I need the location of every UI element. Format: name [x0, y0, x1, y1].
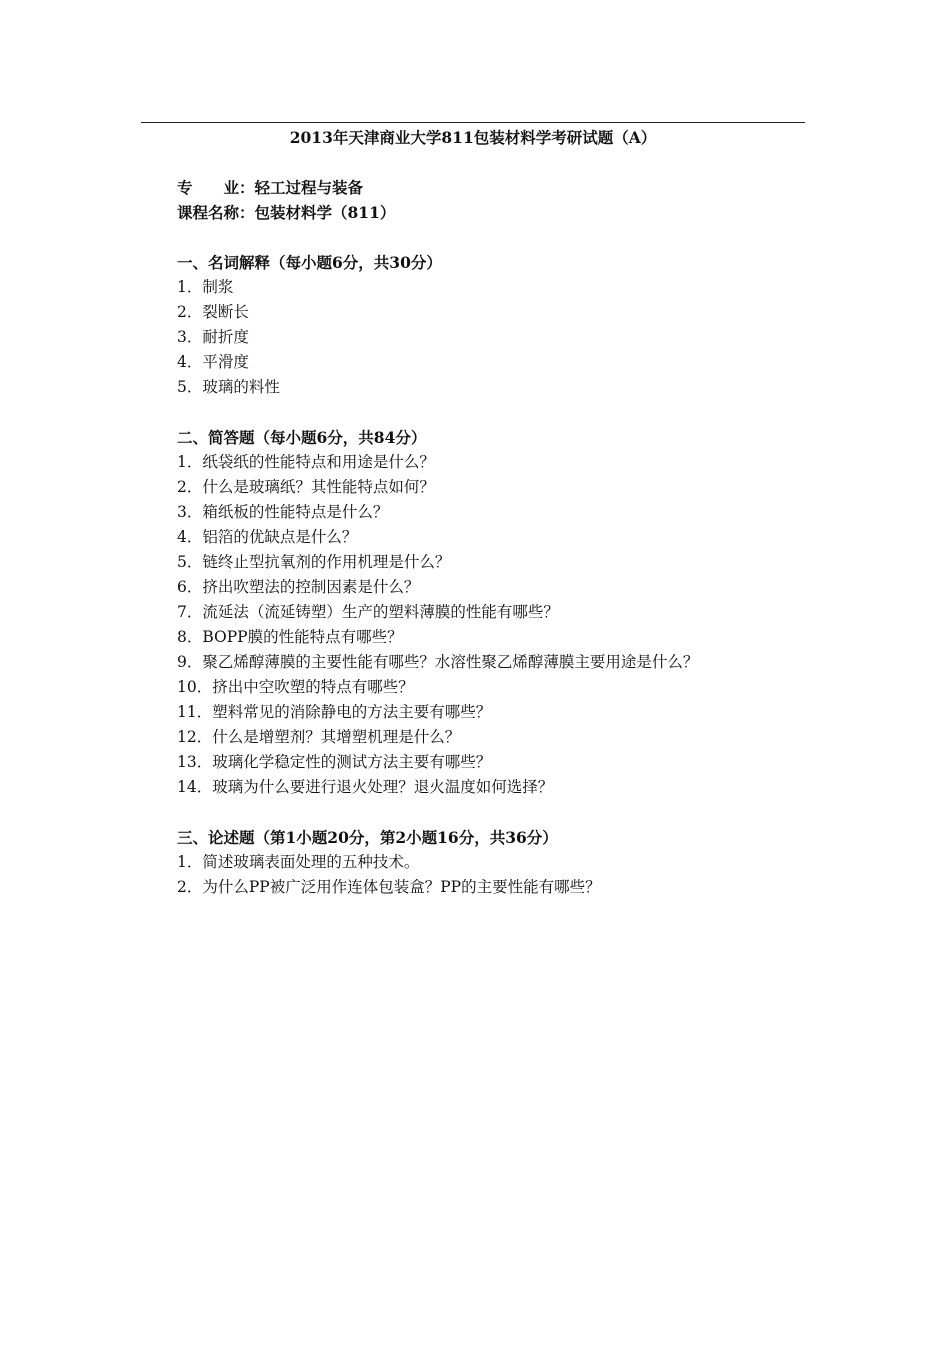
question-item: 2．什么是玻璃纸？其性能特点如何？: [177, 478, 435, 496]
question-item: 11．塑料常见的消除静电的方法主要有哪些？: [177, 703, 492, 721]
question-item: 2．为什么PP被广泛用作连体包装盒？PP的主要性能有哪些？: [177, 878, 601, 896]
question-item: 12．什么是增塑剂？其增塑机理是什么？: [177, 728, 461, 746]
question-item: 10．挤出中空吹塑的特点有哪些？: [177, 678, 414, 696]
page-title: 2013年天津商业大学811包装材料学考研试题（A）: [289, 128, 657, 147]
spacer: [177, 800, 817, 825]
question-item: 1．简述玻璃表面处理的五种技术。: [177, 853, 420, 871]
question-item: 8．BOPP膜的性能特点有哪些？: [177, 628, 403, 646]
question-item: 14．玻璃为什么要进行退火处理？退火温度如何选择？: [177, 778, 554, 796]
question-item: 4．平滑度: [177, 353, 249, 371]
question-item: 13．玻璃化学稳定性的测试方法主要有哪些？: [177, 753, 492, 771]
spacer: [177, 225, 817, 250]
course-line: 课程名称：包装材料学（811）: [177, 203, 396, 222]
section-heading-terms: 一、名词解释（每小题6分，共30分）: [177, 253, 442, 272]
section-heading-essay: 三、论述题（第1小题20分，第2小题16分，共36分）: [177, 828, 558, 847]
question-item: 6．挤出吹塑法的控制因素是什么？: [177, 578, 420, 596]
question-item: 1．纸袋纸的性能特点和用途是什么？: [177, 453, 435, 471]
question-item: 2．裂断长: [177, 303, 249, 321]
major-line: 专 业：轻工过程与装备: [177, 178, 364, 197]
header-rule: [141, 122, 805, 123]
spacer: [177, 400, 817, 425]
question-item: 1．制浆: [177, 278, 234, 296]
section-heading-short-answer: 二、简答题（每小题6分，共84分）: [177, 428, 427, 447]
question-item: 4．铝箔的优缺点是什么？: [177, 528, 358, 546]
exam-content: [177, 175, 817, 900]
question-item: 7．流延法（流延铸塑）生产的塑料薄膜的性能有哪些？: [177, 603, 559, 621]
question-item: 9．聚乙烯醇薄膜的主要性能有哪些？水溶性聚乙烯醇薄膜主要用途是什么？: [177, 653, 699, 671]
question-item: 3．耐折度: [177, 328, 249, 346]
question-item: 5．链终止型抗氧剂的作用机理是什么？: [177, 553, 451, 571]
question-item: 5．玻璃的料性: [177, 378, 280, 396]
question-item: 3．箱纸板的性能特点是什么？: [177, 503, 389, 521]
